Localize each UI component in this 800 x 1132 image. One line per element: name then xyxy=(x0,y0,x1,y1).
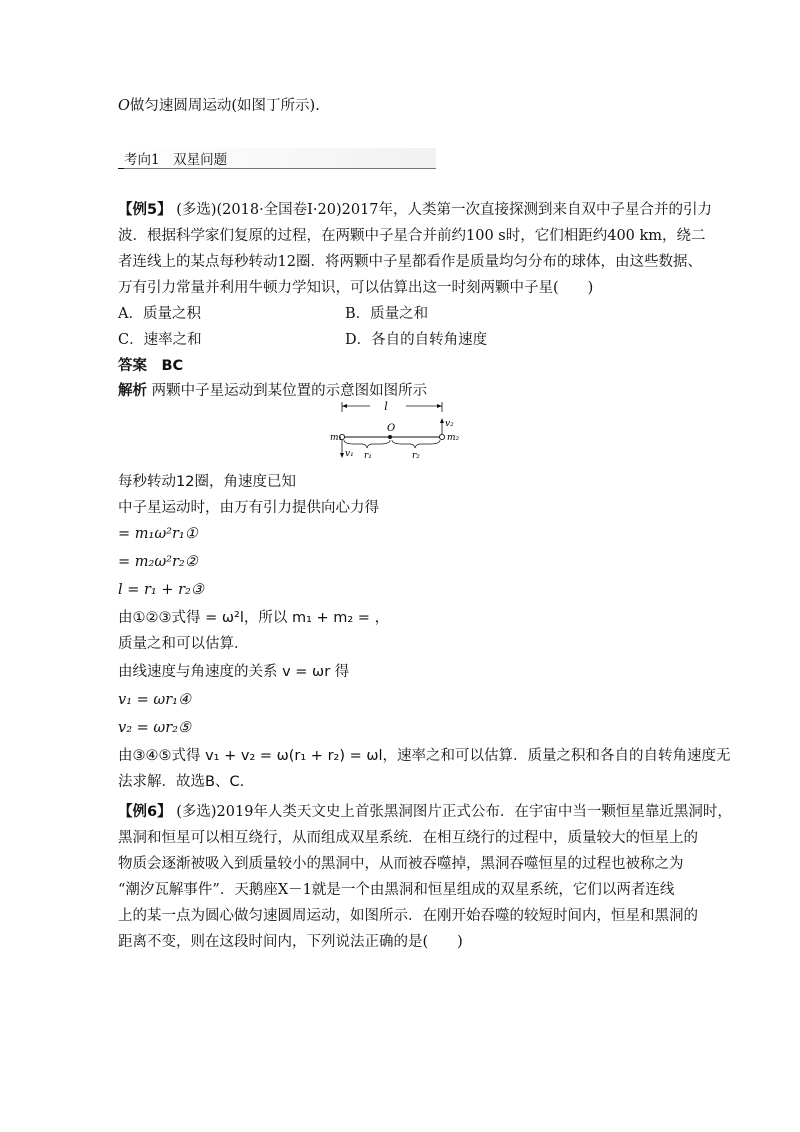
solution-s6: 由③④⑤式得 v₁ + v₂ = ω(r₁ + r₂) = ωl，速率之和可以估算．质量之积和各自的自转角速度无 xyxy=(118,748,731,764)
section-heading-mark xyxy=(118,168,124,169)
l-arrow-right xyxy=(437,404,442,408)
ex6-line2: 黑洞和恒星可以相互绕行，从而组成双星系统．在相互绕行的过程中，质量较大的恒星上的 xyxy=(118,830,698,846)
solution-s5: 由线速度与角速度的关系 v = ωr 得 xyxy=(118,664,350,680)
top-line xyxy=(118,96,320,116)
ex5-analysis xyxy=(118,381,427,401)
section-heading-title: 考向1 双星问题 xyxy=(124,152,228,168)
solution-s3: 由①②③式得 = ω²l，所以 m₁ + m₂ = ， xyxy=(118,610,390,626)
v2-arrowhead xyxy=(440,418,444,423)
solution-eq5: v₂ = ωr₂⑤ xyxy=(118,720,191,736)
m2-dot xyxy=(439,434,444,439)
solution-eq3: l = r₁ + r₂③ xyxy=(118,582,204,598)
ex5-line1-text: (多选)(2018·全国卷Ⅰ·20)2017年，人类第一次直接探测到来自双中子星合并的引力 xyxy=(176,202,713,218)
ex6-line5: 上的某一点为圆心做匀速圆周运动，如图所示．在刚开始吞噬的较短时间内，恒星和黑洞的 xyxy=(118,908,698,924)
r2-brace xyxy=(392,440,440,448)
ex5-option-b: B．质量之和 xyxy=(345,306,429,322)
solution-eq4: v₁ = ωr₁④ xyxy=(118,692,191,708)
section-heading xyxy=(118,148,436,169)
ex6-label: 【例6】 xyxy=(118,804,172,820)
ex5-answer xyxy=(118,356,183,376)
ex5-option-d: D．各自的自转角速度 xyxy=(345,332,488,348)
m2-label: m₂ xyxy=(447,433,460,443)
ex5-option-c: C．速率之和 xyxy=(118,332,202,348)
ex6-line3: 物质会逐渐被吸入到质量较小的黑洞中，从而被吞噬掉，黑洞吞噬恒星的过程也被称之为 xyxy=(118,856,684,872)
ex5-line1 xyxy=(118,200,712,220)
ex5-line3: 者连线上的某点每秒转动12圈．将两颗中子星都看作是质量均匀分布的球体，由这些数据、 xyxy=(118,254,702,270)
r2-label: r₂ xyxy=(412,451,420,461)
ex6-line6: 距离不变，则在这段时间内，下列说法正确的是( ) xyxy=(118,934,463,950)
v1-label: v₁ xyxy=(345,449,354,459)
solution-eq1: = m₁ω²r₁① xyxy=(118,526,198,542)
solution-s4: 质量之和可以估算． xyxy=(118,636,249,652)
l-arrow-left xyxy=(342,404,347,408)
solution-eq2: = m₂ω²r₂② xyxy=(118,554,198,570)
m1-label: m₁ xyxy=(330,433,343,443)
ex6-line1 xyxy=(118,802,732,822)
center-O-label: O xyxy=(387,423,396,434)
answer-text: 答案 BC xyxy=(118,358,184,374)
top-line-O: O xyxy=(118,98,130,114)
binary-star-diagram xyxy=(330,400,478,464)
r1-brace xyxy=(344,440,390,448)
l-label: l xyxy=(384,400,388,413)
solution-s1: 每秒转动12圈，角速度已知 xyxy=(118,474,296,490)
ex5-options-row1 xyxy=(118,304,201,324)
center-O-dot xyxy=(388,435,392,439)
ex6-line1-text: (多选)2019年人类天文史上首张黑洞图片正式公布．在宇宙中当一颗恒星靠近黑洞时， xyxy=(176,804,732,820)
ex6-line4: “潮汐瓦解事件”．天鹅座X－1就是一个由黑洞和恒星组成的双星系统，它们以两者连线 xyxy=(118,882,675,898)
v2-label: v₂ xyxy=(445,419,454,429)
analysis-intro: 两颗中子星运动到某位置的示意图如图所示 xyxy=(151,383,428,399)
ex5-line4: 万有引力常量并利用牛顿力学知识，可以估算出这一时刻两颗中子星( ) xyxy=(118,280,594,296)
ex5-option-a: A．质量之积 xyxy=(118,306,201,322)
v1-arrowhead xyxy=(340,453,344,458)
r1-label: r₁ xyxy=(364,451,372,461)
top-line-text: 做匀速圆周运动(如图丁所示). xyxy=(129,98,320,114)
ex5-label: 【例5】 xyxy=(118,202,172,218)
ex5-line2: 波．根据科学家们复原的过程，在两颗中子星合并前约100 s时，它们相距约400 km，绕二 xyxy=(118,228,706,244)
solution-s2: 中子星运动时，由万有引力提供向心力得 xyxy=(118,500,379,516)
solution-s7: 法求解．故选B、C. xyxy=(118,774,245,790)
analysis-label: 解析 xyxy=(118,383,147,399)
